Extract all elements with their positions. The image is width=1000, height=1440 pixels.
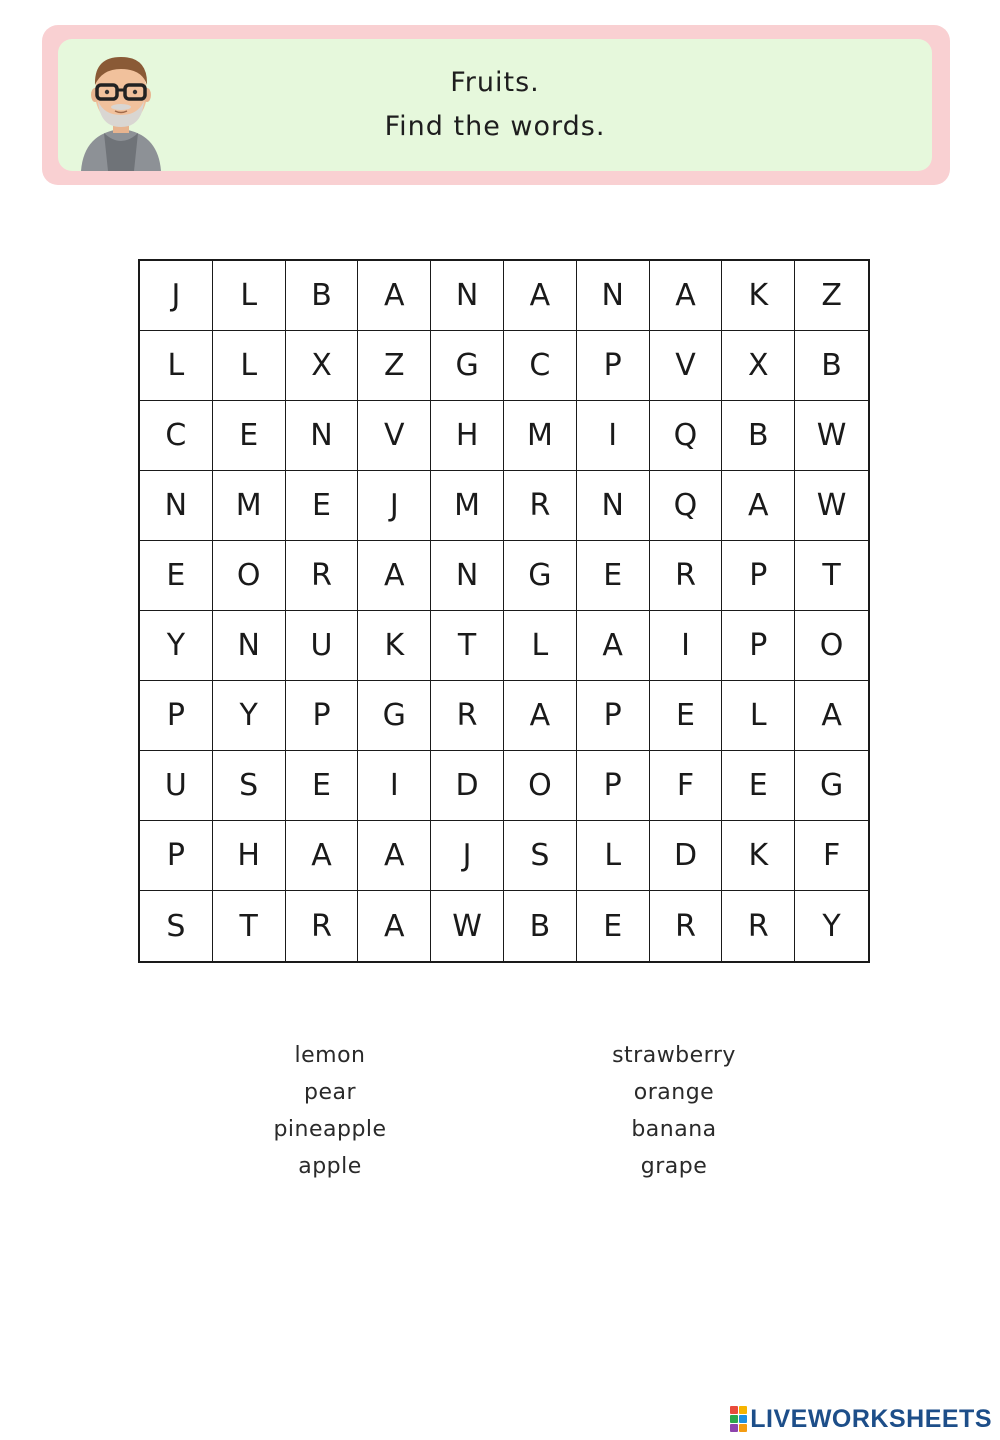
grid-cell[interactable]: W [795,401,868,471]
grid-cell[interactable]: N [431,261,504,331]
grid-cell[interactable]: W [795,471,868,541]
grid-cell[interactable]: Q [650,401,723,471]
grid-cell[interactable]: O [795,611,868,681]
grid-cell[interactable]: M [504,401,577,471]
grid-cell[interactable]: E [213,401,286,471]
grid-cell[interactable]: I [650,611,723,681]
grid-cell[interactable]: L [577,821,650,891]
grid-cell[interactable]: P [577,331,650,401]
logo-text: LIVEWORKSHEETS [750,1404,992,1433]
grid-cell[interactable]: N [431,541,504,611]
header-banner [42,25,950,185]
grid-cell[interactable]: N [140,471,213,541]
grid-cell[interactable]: D [650,821,723,891]
grid-cell[interactable]: V [358,401,431,471]
grid-cell[interactable]: A [358,261,431,331]
grid-cell[interactable]: N [286,401,359,471]
grid-cell[interactable]: U [140,751,213,821]
grid-cell[interactable]: E [650,681,723,751]
grid-cell[interactable]: A [722,471,795,541]
worksheet-title: Fruits. [450,67,540,98]
word-list-item: lemon [294,1043,366,1068]
grid-cell[interactable]: R [431,681,504,751]
grid-cell[interactable]: A [358,541,431,611]
grid-cell[interactable]: N [577,261,650,331]
worksheet-instruction: Find the words. [384,111,606,142]
grid-cell[interactable]: R [650,541,723,611]
grid-cell[interactable]: N [213,611,286,681]
word-list-item: pineapple [273,1117,387,1142]
grid-cell[interactable]: V [650,331,723,401]
grid-cell[interactable]: J [140,261,213,331]
grid-cell[interactable]: I [358,751,431,821]
word-search-grid [138,259,870,963]
grid-cell[interactable]: G [431,331,504,401]
word-list-item: grape [640,1154,708,1179]
grid-cell[interactable]: I [577,401,650,471]
grid-cell[interactable]: U [286,611,359,681]
grid-cell[interactable]: R [286,891,359,961]
grid-cell[interactable]: S [504,821,577,891]
grid-cell[interactable]: B [286,261,359,331]
grid-cell[interactable]: T [795,541,868,611]
grid-cell[interactable]: A [286,821,359,891]
word-list-item: apple [298,1154,362,1179]
grid-cell[interactable]: L [722,681,795,751]
grid-cell[interactable]: A [504,261,577,331]
grid-cell[interactable]: G [358,681,431,751]
grid-cell[interactable]: C [140,401,213,471]
grid-cell[interactable]: R [650,891,723,961]
grid-cell[interactable]: E [577,891,650,961]
grid-cell[interactable]: B [722,401,795,471]
grid-cell[interactable]: T [431,611,504,681]
grid-cell[interactable]: A [504,681,577,751]
grid-cell[interactable]: P [722,541,795,611]
grid-cell[interactable]: N [577,471,650,541]
grid-cell[interactable]: A [795,681,868,751]
grid-cell[interactable]: K [722,261,795,331]
grid-cell[interactable]: M [213,471,286,541]
grid-cell[interactable]: P [577,751,650,821]
grid-cell[interactable]: C [504,331,577,401]
grid-cell[interactable]: X [722,331,795,401]
grid-cell[interactable]: L [213,331,286,401]
grid-cell[interactable]: K [722,821,795,891]
grid-cell[interactable]: R [504,471,577,541]
word-list-item: strawberry [612,1043,736,1068]
grid-cell[interactable]: O [504,751,577,821]
grid-cell[interactable]: D [431,751,504,821]
grid-cell[interactable]: Y [213,681,286,751]
grid-cell[interactable]: K [358,611,431,681]
liveworksheets-logo [730,1406,992,1432]
grid-cell[interactable]: B [504,891,577,961]
grid-cell[interactable]: B [795,331,868,401]
grid-cell[interactable]: Y [140,611,213,681]
grid-cell[interactable]: R [722,891,795,961]
grid-cell[interactable]: E [577,541,650,611]
grid-cell[interactable]: S [140,891,213,961]
grid-cell[interactable]: A [358,821,431,891]
grid-cell[interactable]: H [431,401,504,471]
grid-cell[interactable]: J [431,821,504,891]
grid-cell[interactable]: H [213,821,286,891]
grid-cell[interactable]: G [795,751,868,821]
word-list-left [200,1040,460,1188]
word-list-item: banana [631,1117,717,1142]
grid-cell[interactable]: F [650,751,723,821]
grid-cell[interactable]: E [140,541,213,611]
word-list-item: orange [633,1080,715,1105]
grid-cell[interactable]: A [650,261,723,331]
grid-cell[interactable]: X [286,331,359,401]
grid-cell[interactable]: W [431,891,504,961]
grid-cell[interactable]: M [431,471,504,541]
grid-cell[interactable]: P [140,821,213,891]
grid-cell[interactable]: L [213,261,286,331]
grid-cell[interactable]: P [140,681,213,751]
grid-cell[interactable]: Z [358,331,431,401]
grid-cell[interactable]: P [286,681,359,751]
grid-cell[interactable]: L [504,611,577,681]
grid-cell[interactable]: P [722,611,795,681]
grid-cell[interactable]: Y [822,908,841,944]
word-list-right [544,1040,804,1188]
grid-cell[interactable]: O [213,541,286,611]
grid-cell[interactable]: E [722,751,795,821]
logo-badge-icon [730,1406,747,1432]
grid-cell[interactable]: A [577,611,650,681]
grid-cell[interactable]: S [213,751,286,821]
grid-cell[interactable]: J [358,471,431,541]
grid-cell[interactable]: T [213,891,286,961]
word-list-item: pear [303,1080,357,1105]
grid-cell[interactable]: Z [795,261,868,331]
header-panel [58,39,932,171]
grid-cell[interactable]: G [504,541,577,611]
grid-cell[interactable]: E [286,751,359,821]
grid-cell[interactable]: E [286,471,359,541]
grid-cell[interactable]: F [795,821,868,891]
grid-cell[interactable]: L [140,331,213,401]
grid-cell[interactable]: R [286,541,359,611]
grid-cell[interactable]: P [577,681,650,751]
teacher-avatar-icon [76,41,166,171]
grid-cell[interactable]: Q [650,471,723,541]
grid-cell[interactable]: A [358,891,431,961]
